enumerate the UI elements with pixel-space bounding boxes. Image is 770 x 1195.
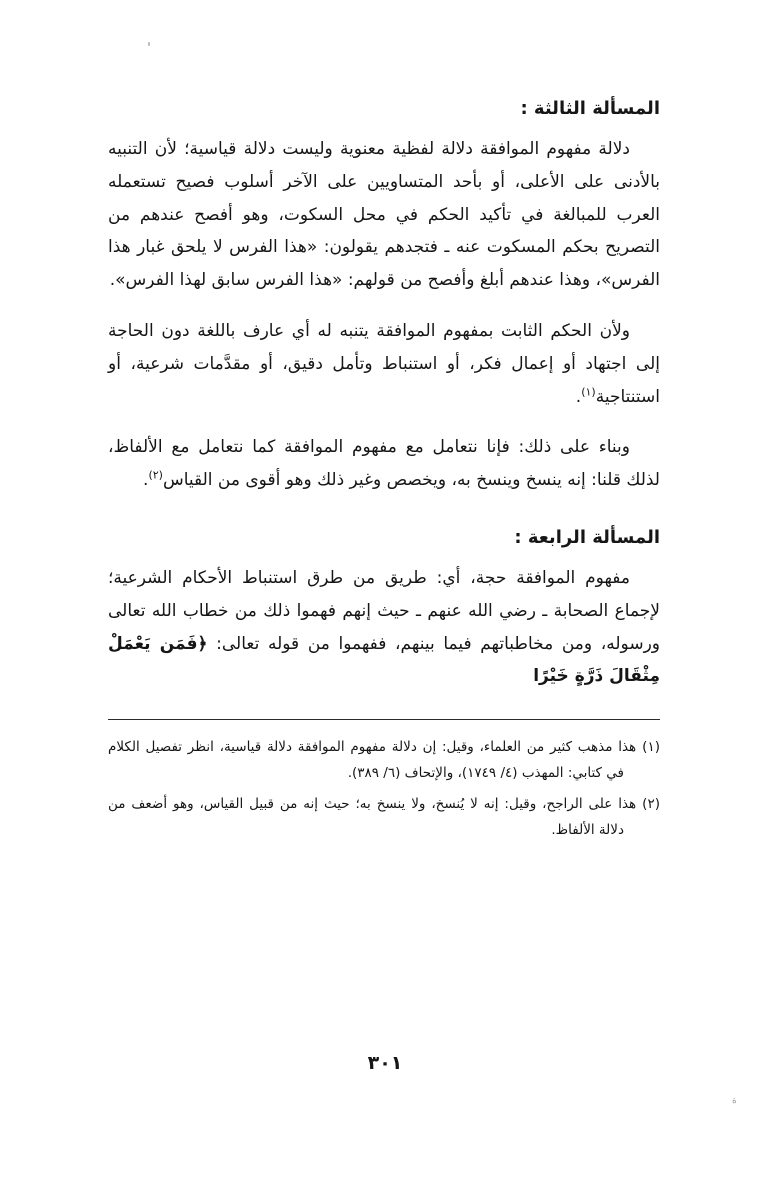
paragraph-2 <box>108 315 660 413</box>
quran-verse: ﴿فَمَن يَعْمَلْ مِثْقَالَ ذَرَّةٍ خَيْرًا <box>108 633 660 687</box>
footnote-2-number: (٢) <box>642 795 660 812</box>
edge-artifact-mark: ة <box>731 1095 738 1107</box>
paragraph-2-text: ولأن الحكم الثابت بمفهوم الموافقة يتنبه له أي عارف باللغة دون الحاجة إلى اجتهاد أو إعمال فكر، أو استنباط وتأمل دقيق، أو مقدَّمات شرعية، أو استنتاجية <box>108 320 660 407</box>
footnote-1-number: (١) <box>642 739 660 756</box>
footnote-separator <box>108 719 660 720</box>
footnote-1-text: هذا مذهب كثير من العلماء، وقيل: إن دلالة مفهوم الموافقة دلالة قياسية، انظر تفصيل الكلام في كتابي: المهذب (٤/ ١٧٤٩)، والإتحاف (٦/ ٣٨٩). <box>108 739 637 782</box>
paragraph-3 <box>108 431 660 497</box>
paragraph-1-text: دلالة مفهوم الموافقة دلالة لفظية معنوية وليست دلالة قياسية؛ لأن التنبيه بالأدنى على الأعلى، أو بأحد المتساويين على الآخر أسلوب فصيح تستعمله العرب للمبالغة في تأكيد الحكم في محل السكوت، وهو أفصح عندهم من التصريح بحكم المسكوت عنه ـ فتجدهم يقولون: «هذا الفرس لا يلحق غبار هذا الفرس»، وهذا عندهم أبلغ وأفصح من قولهم: «هذا الفرس سابق لهذا الفرس». <box>108 139 660 291</box>
paragraph-3-tail: . <box>143 470 149 491</box>
footnote-marker-2: (٢) <box>148 468 163 482</box>
paragraph-2-tail: . <box>575 386 582 407</box>
footnote-1 <box>108 734 660 787</box>
paragraph-1 <box>108 133 660 297</box>
section-heading-fourth: المسألة الرابعة : <box>514 526 660 548</box>
section-heading-third: المسألة الثالثة : <box>520 98 660 119</box>
footnote-marker-1: (١) <box>581 384 596 398</box>
page-number: ٣٠١ <box>367 1052 403 1074</box>
text-block <box>108 98 660 847</box>
scan-speck <box>148 42 150 46</box>
footnote-2-text: هذا على الراجح، وقيل: إنه لا يُنسخ، ولا ينسخ به؛ حيث إنه من قبيل القياس، وهو أضعف من دلالة الألفاظ. <box>108 795 637 839</box>
paragraph-3-text: وبناء على ذلك: فإنا نتعامل مع مفهوم الموافقة كما نتعامل مع الألفاظ، لذلك قلنا: إنه ينسخ وينسخ به، ويخصص وغير ذلك وهو أقوى من القياس <box>108 437 660 491</box>
paragraph-4-text: مفهوم الموافقة حجة، أي: طريق من طرق استنباط الأحكام الشرعية؛ لإجماع الصحابة ـ رضي الله عنهم ـ حيث إنهم فهموا ذلك من خطاب الله تعالى ورسوله، ومن مخاطباتهم فيما بينهم، ففهموا من قوله تعالى: <box>108 567 660 654</box>
footnote-2 <box>108 791 660 844</box>
paragraph-4 <box>108 562 660 693</box>
